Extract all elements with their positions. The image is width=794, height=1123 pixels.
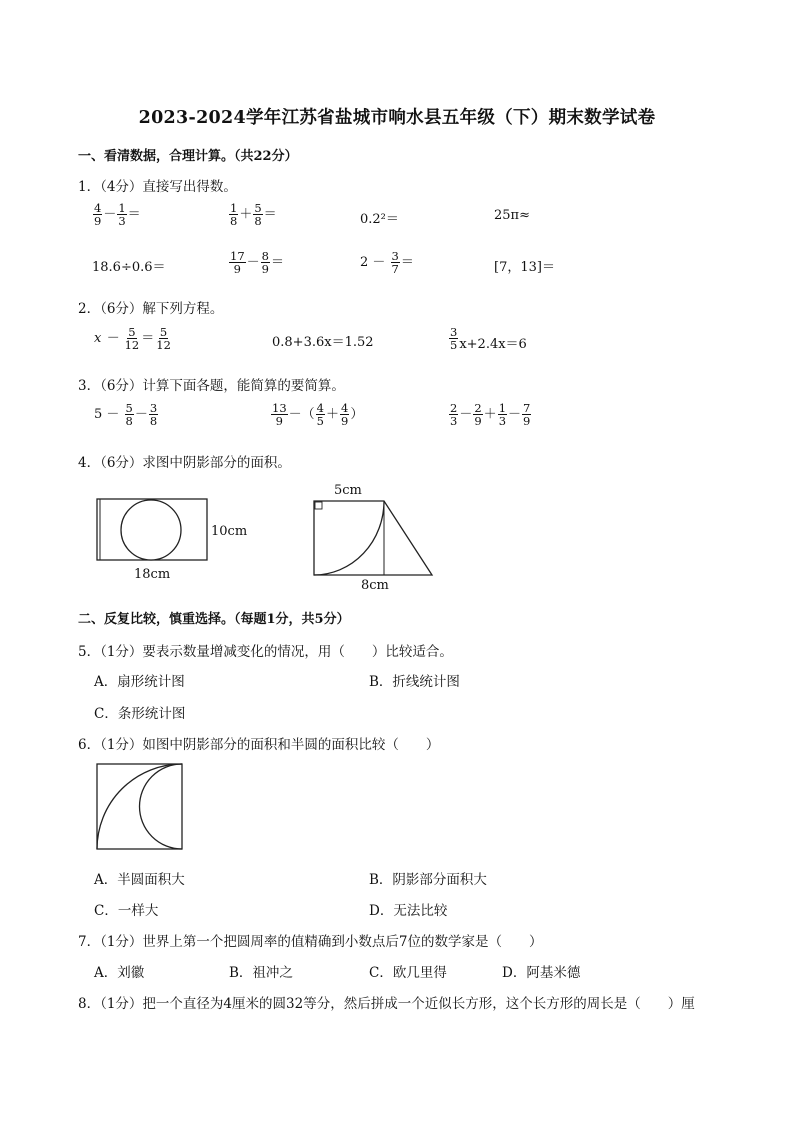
q5-option-a[interactable]: A．扇形统计图	[94, 674, 185, 690]
section-2-heading: 二、反复比较，慎重选择。（每题1分，共5分）	[78, 612, 350, 627]
q4-fig1-height-label: 10cm	[211, 524, 248, 539]
q3-expr-3: $\frac{2}{3}$ － $\frac{2}{9}$ ＋ $\frac{1}{3}$ － $\frac{7}{9}$	[450, 401, 531, 428]
q1-item-6: $\frac{17}{9}$ － $\frac{8}{9}$ ＝	[230, 249, 284, 276]
q5-stem: 5．（1分）要表示数量增减变化的情况，用（ ）比较适合。	[78, 644, 453, 660]
q7-option-c[interactable]: C．欧几里得	[369, 965, 447, 981]
q4-figure-2	[312, 499, 436, 577]
q1-item-4: 25π≈	[494, 208, 530, 223]
q4-figure-1	[96, 498, 208, 562]
q7-option-a[interactable]: A．刘徽	[94, 965, 145, 981]
page-title: 2023-2024学年江苏省盐城市响水县五年级（下）期末数学试卷	[138, 108, 656, 128]
q6-option-c[interactable]: C．一样大	[94, 903, 159, 919]
q1-stem: 1．（4分）直接写出得数。	[78, 179, 237, 195]
q8-stem: 8．（1分）把一个直径为4厘米的圆32等分，然后拼成一个近似长方形，这个长方形的周长是（ ）厘	[78, 996, 695, 1012]
q6-option-d[interactable]: D．无法比较	[369, 903, 448, 919]
q1-item-3: 0.2²＝	[360, 212, 399, 227]
q2-eq-2: 0.8+3.6x＝1.52	[272, 335, 374, 350]
q3-stem: 3．（6分）计算下面各题，能简算的要简算。	[78, 378, 345, 394]
q6-stem: 6．（1分）如图中阴影部分的面积和半圆的面积比较（ ）	[78, 737, 440, 753]
q4-fig2-top-label: 5cm	[334, 483, 362, 498]
q4-fig1-width-label: 18cm	[134, 567, 171, 582]
q1-item-7: 2 － $\frac{3}{7}$ ＝	[360, 249, 414, 276]
q6-figure	[96, 763, 184, 851]
q7-option-b[interactable]: B．祖冲之	[229, 965, 293, 981]
q2-eq-3: $\frac{3}{5}$ x+2.4x＝6	[450, 325, 527, 352]
q5-option-b[interactable]: B．折线统计图	[369, 674, 460, 690]
q7-option-d[interactable]: D．阿基米德	[502, 965, 581, 981]
section-1-heading: 一、看清数据，合理计算。（共22分）	[78, 149, 298, 164]
q2-eq-1: x － $\frac{5}{12}$ ＝ $\frac{5}{12}$	[94, 325, 171, 352]
q5-option-c[interactable]: C．条形统计图	[94, 706, 186, 722]
q1-item-8: [7，13]＝	[494, 260, 555, 275]
q1-item-2: $\frac{1}{8}$ ＋ $\frac{5}{8}$ ＝	[230, 201, 277, 228]
q1-item-5: 18.6÷0.6＝	[92, 260, 166, 275]
q1-item-1: $\frac{4}{9}$ － $\frac{1}{3}$ ＝	[94, 201, 141, 228]
q4-fig2-bottom-label: 8cm	[361, 578, 389, 593]
q6-option-b[interactable]: B．阴影部分面积大	[369, 872, 487, 888]
q3-expr-1: 5 － $\frac{5}{8}$ － $\frac{3}{8}$	[94, 401, 158, 428]
q6-option-a[interactable]: A．半圆面积大	[94, 872, 185, 888]
q7-stem: 7．（1分）世界上第一个把圆周率的值精确到小数点后7位的数学家是（ ）	[78, 934, 543, 950]
q2-stem: 2．（6分）解下列方程。	[78, 301, 224, 317]
q4-stem: 4．（6分）求图中阴影部分的面积。	[78, 455, 291, 471]
q3-expr-2: $\frac{13}{9}$ －（ $\frac{4}{5}$ ＋ $\frac{4}{9}$ ）	[272, 401, 364, 428]
